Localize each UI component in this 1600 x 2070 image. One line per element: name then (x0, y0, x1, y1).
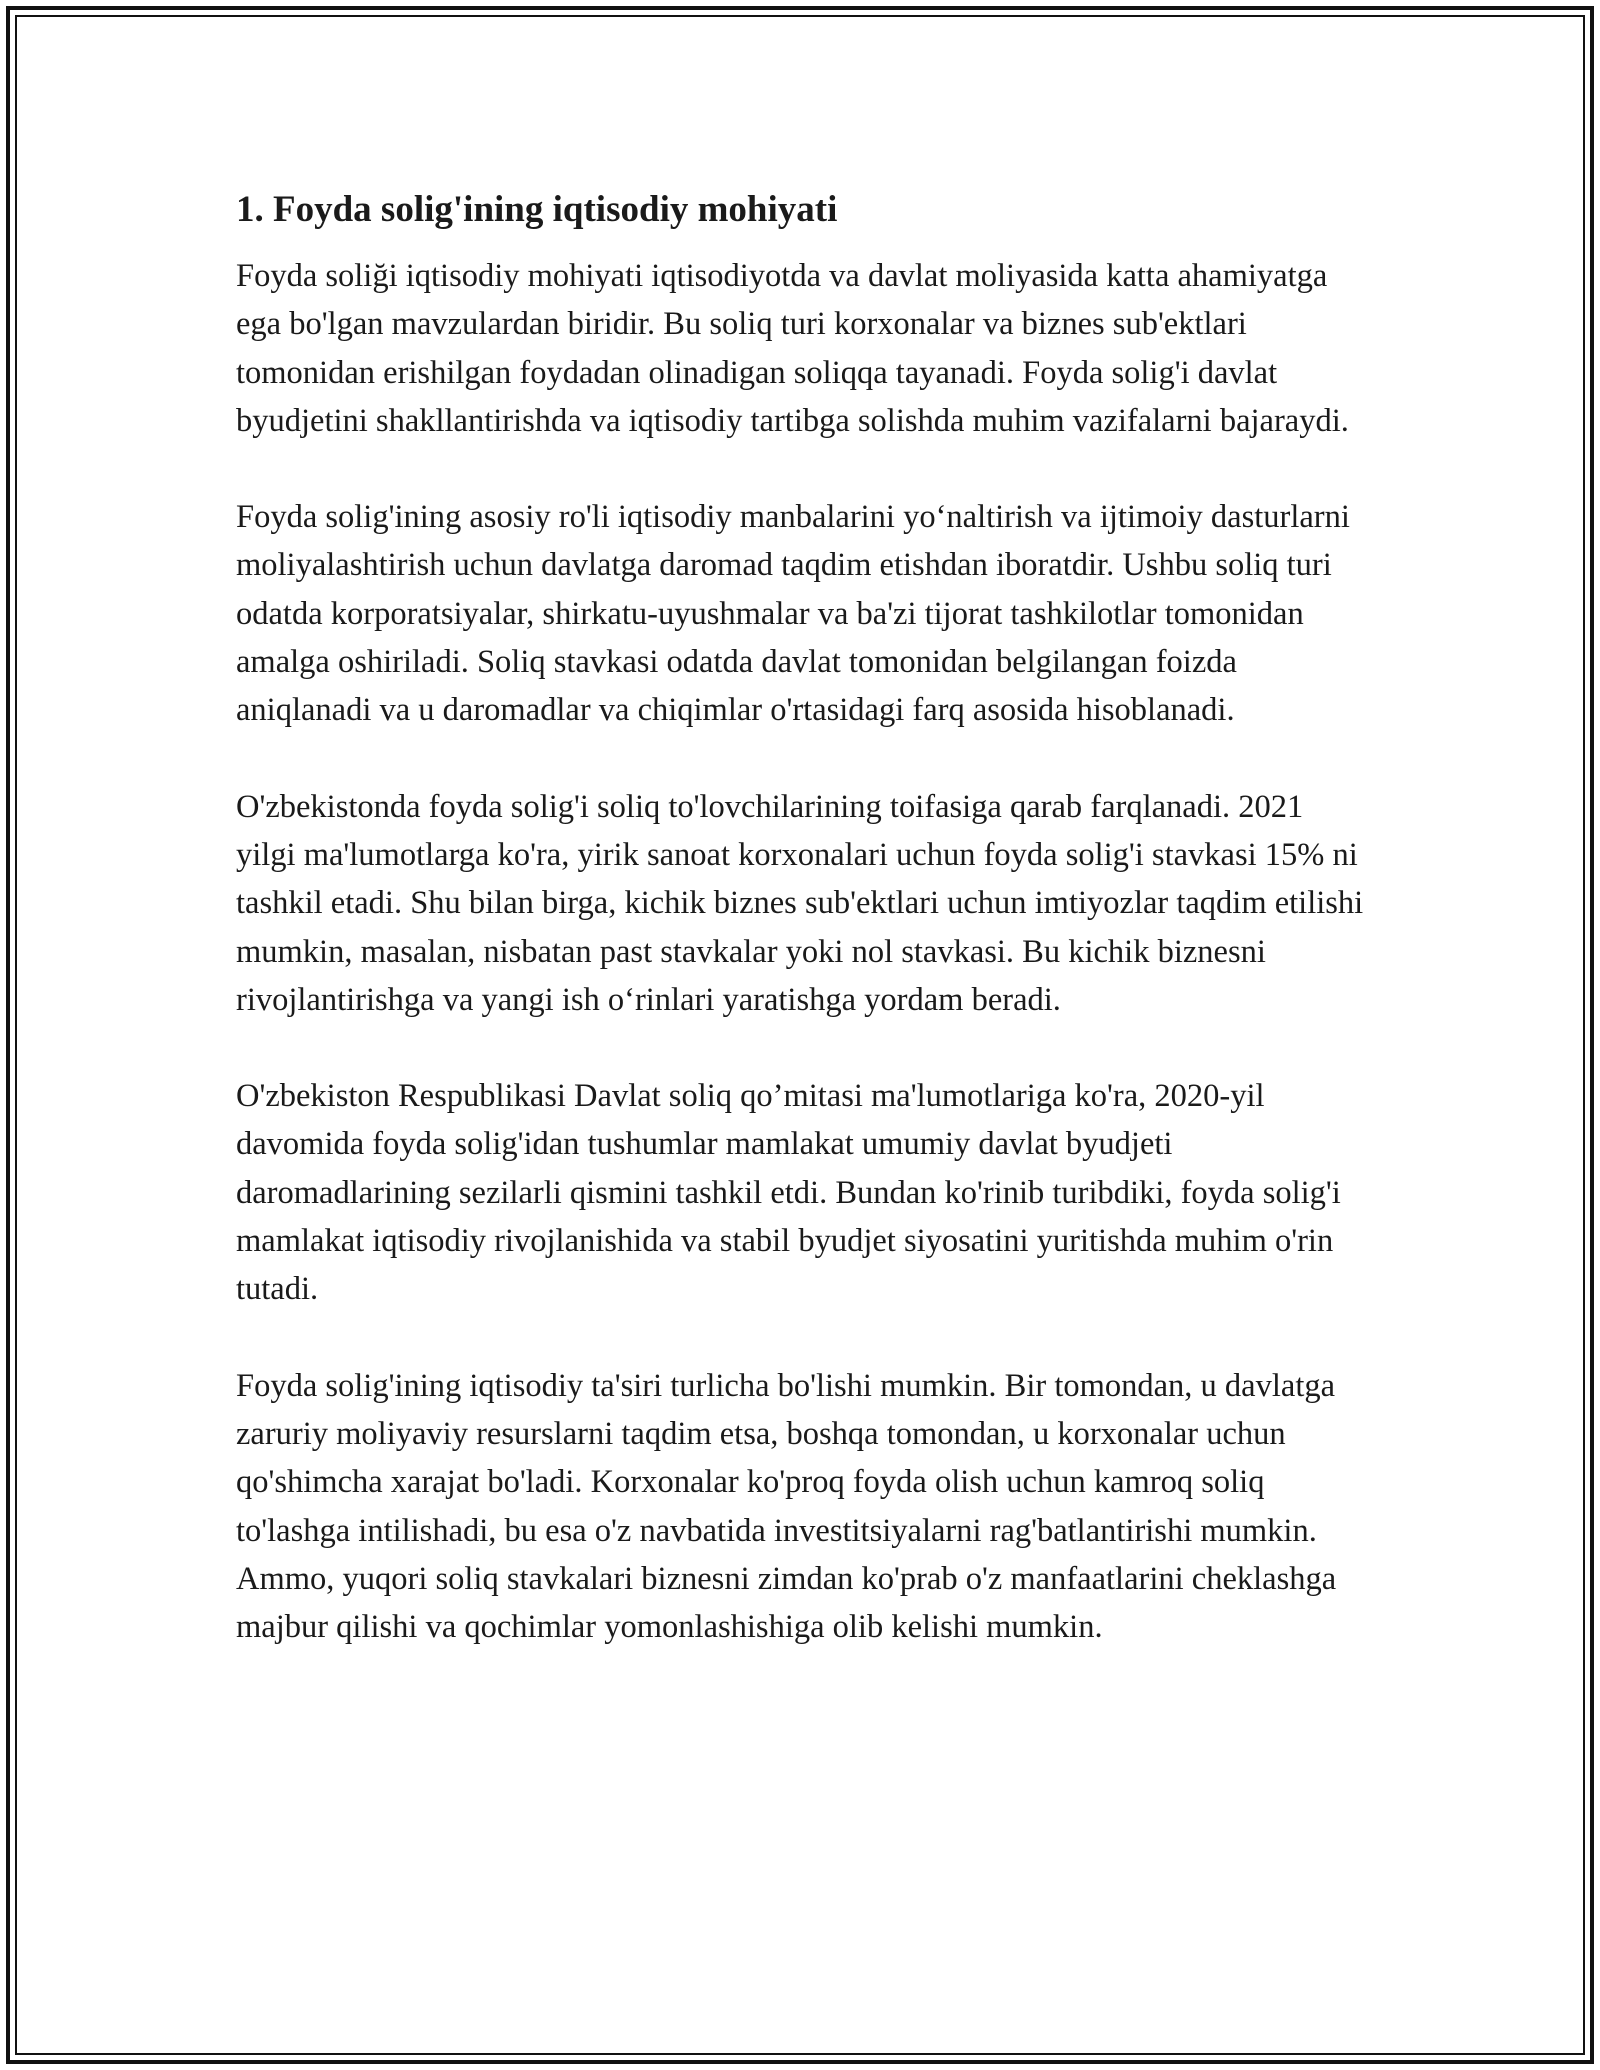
paragraph-1: Foyda soliği iqtisodiy mohiyati iqtisodiyotda va davlat moliyasida katta ahamiyatga ega bo'lgan mavzulardan biridir. Bu soliq turi korxonalar va biznes sub'ektlari tomonidan erishilgan foydadan olinadigan soliqqa tayanadi. Foyda solig'i davlat byudjetini shakllantirishda va iqtisodiy tartibga solishda muhim vazifalarni bajaraydi. (236, 258, 1349, 439)
paragraph-5: Foyda solig'ining iqtisodiy ta'siri turlicha bo'lishi mumkin. Bir tomondan, u davlatga zaruriy moliyaviy resurslarni taqdim etsa, boshqa tomondan, u korxonalar uchun qo'shimcha xarajat bo'ladi. Korxonalar ko'proq foyda olish uchun kamroq soliq to'lashga intilishadi, bu esa o'z navbatida investitsiyalarni rag'batlantirishi mumkin. Ammo, yuqori soliq stavkalari biznesni zimdan ko'prab o'z manfaatlarini cheklashga majbur qilishi va qochimlar yomonlashishiga olib kelishi mumkin. (236, 1367, 1337, 1646)
page-title: 1. Foyda solig'ining iqtisodiy mohiyati (236, 189, 838, 230)
paragraph-2: Foyda solig'ining asosiy ro'li iqtisodiy manbalarini yo‘naltirish va ijtimoiy dasturlarni moliyalashtirish uchun davlatga daromad taqdim etishdan iboratdir. Ushbu soliq turi odatda korporatsiyalar, shirkatu-uyushmalar va ba'zi tijorat tashkilotlar tomonidan amalga oshiriladi. Soliq stavkasi odatda davlat tomonidan belgilangan foizda aniqlanadi va u daromadlar va chiqimlar o'rtasidagi farq asosida hisoblanadi. (236, 499, 1350, 729)
paragraph-3: O'zbekistonda foyda solig'i soliq to'lovchilarining toifasiga qarab farqlanadi. 2021 yilgi ma'lumotlarga ko'ra, yirik sanoat korxonalari uchun foyda solig'i stavkasi 15% ni tashkil etadi. Shu bilan birga, kichik biznes sub'ektlari uchun imtiyozlar taqdim etilishi mumkin, masalan, nisbatan past stavkalar yoki nol stavkasi. Bu kichik biznesni rivojlantirishga va yangi ish o‘rinlari yaratishga yordam beradi. (236, 788, 1364, 1018)
paragraph-4: O'zbekiston Respublikasi Davlat soliq qo’mitasi ma'lumotlariga ko'ra, 2020-yil davomida foyda solig'idan tushumlar mamlakat umumiy davlat byudjeti daromadlarining sezilarli qismini tashkil etdi. Bundan ko'rinib turibdiki, foyda solig'i mamlakat iqtisodiy rivojlanishida va stabil byudjet siyosatini yuritishda muhim o'rin tutadi. (236, 1078, 1341, 1308)
document-body (236, 184, 1366, 1699)
